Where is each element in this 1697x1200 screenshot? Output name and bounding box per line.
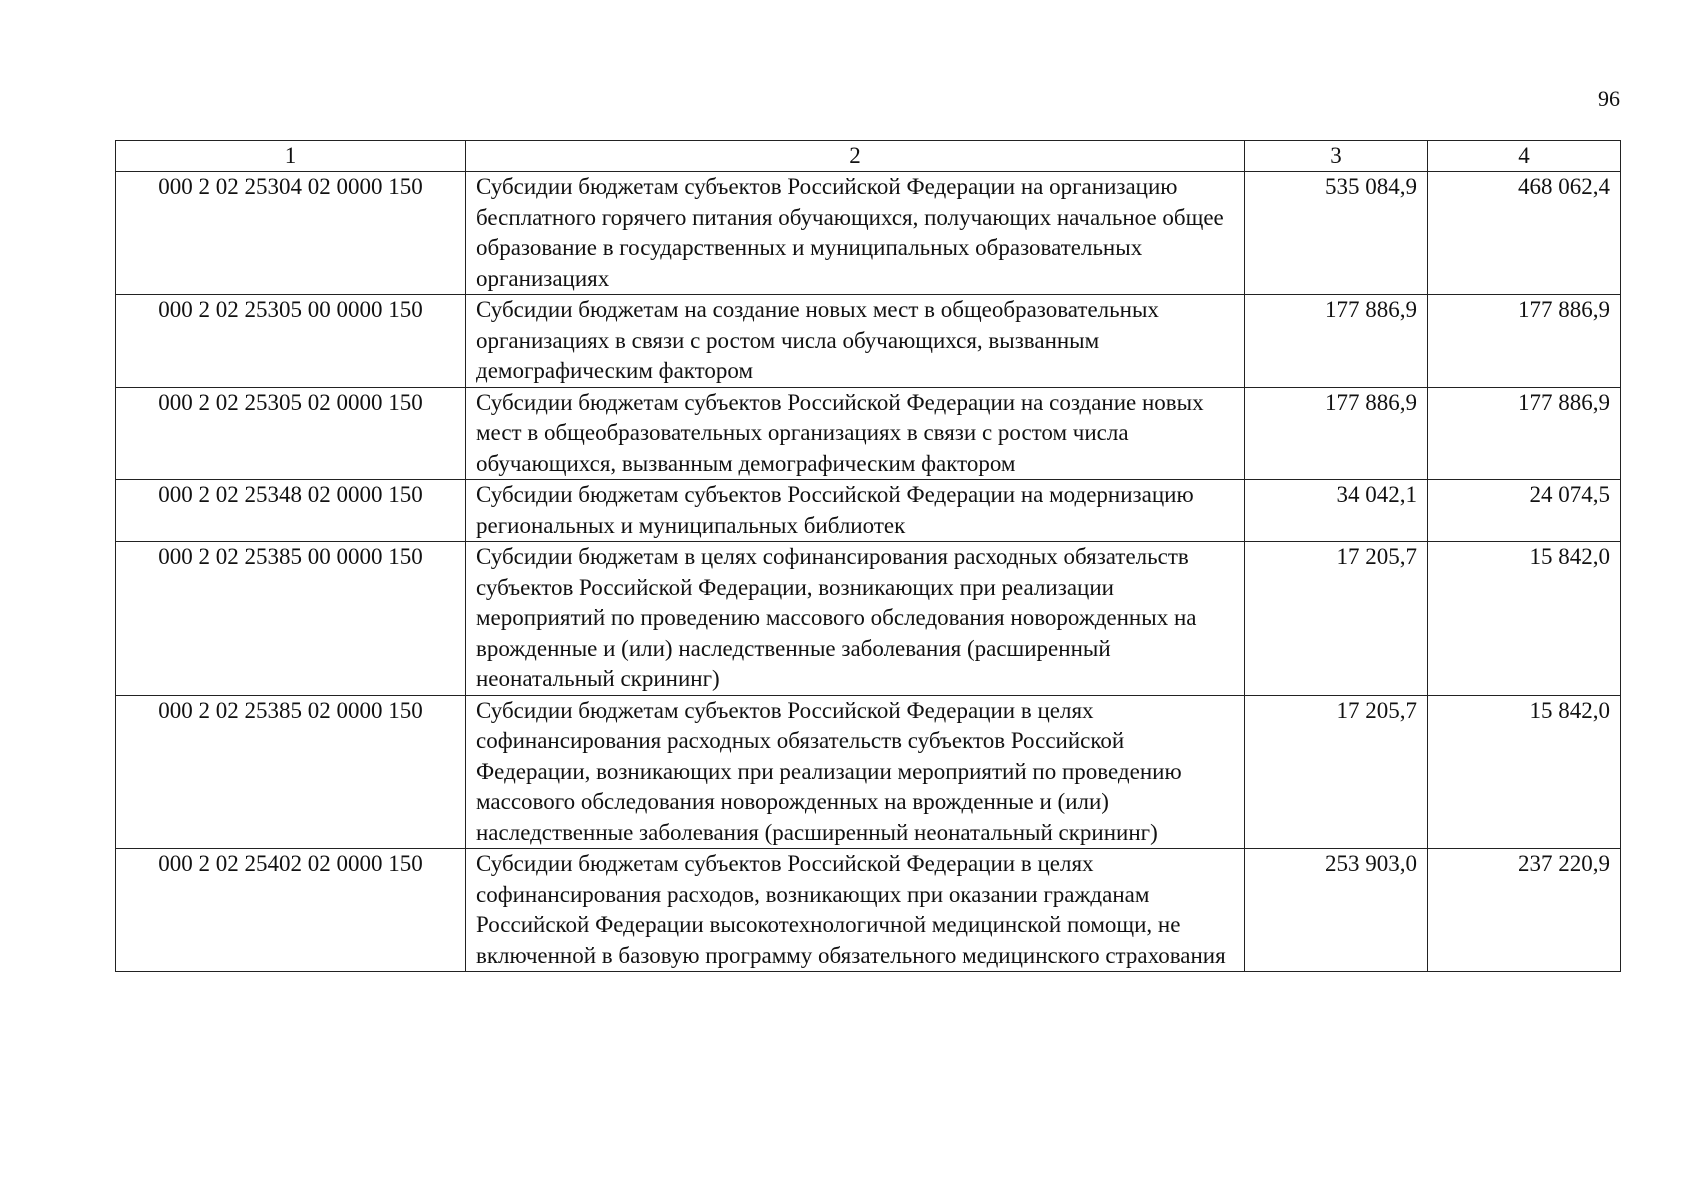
description-cell: Субсидии бюджетам субъектов Российской Федерации на модернизацию региональных и муниципальных библиотек: [466, 480, 1245, 542]
value-4-cell: 15 842,0: [1428, 542, 1621, 696]
page-number: 96: [1598, 86, 1620, 111]
header-cell-2: 2: [466, 141, 1245, 172]
budget-code-cell: 000 2 02 25348 02 0000 150: [116, 480, 466, 542]
table-row: [116, 387, 1621, 480]
value-3-cell: 177 886,9: [1245, 387, 1428, 480]
description-cell: Субсидии бюджетам в целях софинансирования расходных обязательств субъектов Российской Федерации, возникающих при реализации мероприятий по проведению массового обследования новорожденных на врожденные и (или) наследственные заболевания (расширенный неонатальный скрининг): [466, 542, 1245, 696]
header-cell-4: 4: [1428, 141, 1621, 172]
budget-code-cell: 000 2 02 25305 00 0000 150: [116, 295, 466, 388]
budget-code-cell: 000 2 02 25385 02 0000 150: [116, 695, 466, 849]
header-cell-3: 3: [1245, 141, 1428, 172]
table-header: [116, 141, 1621, 172]
value-4-cell: 24 074,5: [1428, 480, 1621, 542]
description-cell: Субсидии бюджетам субъектов Российской Федерации в целях софинансирования расходов, возникающих при оказании гражданам Российской Федерации высокотехнологичной медицинской помощи, не включенной в базовую программу обязательного медицинского страхования: [466, 849, 1245, 972]
value-4-cell: 15 842,0: [1428, 695, 1621, 849]
table-row: [116, 542, 1621, 696]
header-cell-1: 1: [116, 141, 466, 172]
value-3-cell: 253 903,0: [1245, 849, 1428, 972]
budget-code-cell: 000 2 02 25385 00 0000 150: [116, 542, 466, 696]
table-row: [116, 295, 1621, 388]
table-row: [116, 849, 1621, 972]
description-cell: Субсидии бюджетам субъектов Российской Федерации на создание новых мест в общеобразовательных организациях в связи с ростом числа обучающихся, вызванным демографическим фактором: [466, 387, 1245, 480]
description-cell: Субсидии бюджетам субъектов Российской Федерации на организацию бесплатного горячего питания обучающихся, получающих начальное общее образование в государственных и муниципальных образовательных организациях: [466, 172, 1245, 295]
value-3-cell: 34 042,1: [1245, 480, 1428, 542]
value-4-cell: 237 220,9: [1428, 849, 1621, 972]
budget-table: [115, 140, 1621, 972]
value-3-cell: 177 886,9: [1245, 295, 1428, 388]
header-row: [116, 141, 1621, 172]
value-4-cell: 177 886,9: [1428, 387, 1621, 480]
budget-code-cell: 000 2 02 25304 02 0000 150: [116, 172, 466, 295]
budget-code-cell: 000 2 02 25402 02 0000 150: [116, 849, 466, 972]
table-row: [116, 695, 1621, 849]
value-3-cell: 535 084,9: [1245, 172, 1428, 295]
value-3-cell: 17 205,7: [1245, 695, 1428, 849]
value-3-cell: 17 205,7: [1245, 542, 1428, 696]
table-row: [116, 172, 1621, 295]
value-4-cell: 177 886,9: [1428, 295, 1621, 388]
budget-code-cell: 000 2 02 25305 02 0000 150: [116, 387, 466, 480]
description-cell: Субсидии бюджетам на создание новых мест в общеобразовательных организациях в связи с ростом числа обучающихся, вызванным демографическим фактором: [466, 295, 1245, 388]
table-body: [116, 172, 1621, 972]
value-4-cell: 468 062,4: [1428, 172, 1621, 295]
description-cell: Субсидии бюджетам субъектов Российской Федерации в целях софинансирования расходных обязательств субъектов Российской Федерации, возникающих при реализации мероприятий по проведению массового обследования новорожденных на врожденные и (или) наследственные заболевания (расширенный неонатальный скрининг): [466, 695, 1245, 849]
table-row: [116, 480, 1621, 542]
